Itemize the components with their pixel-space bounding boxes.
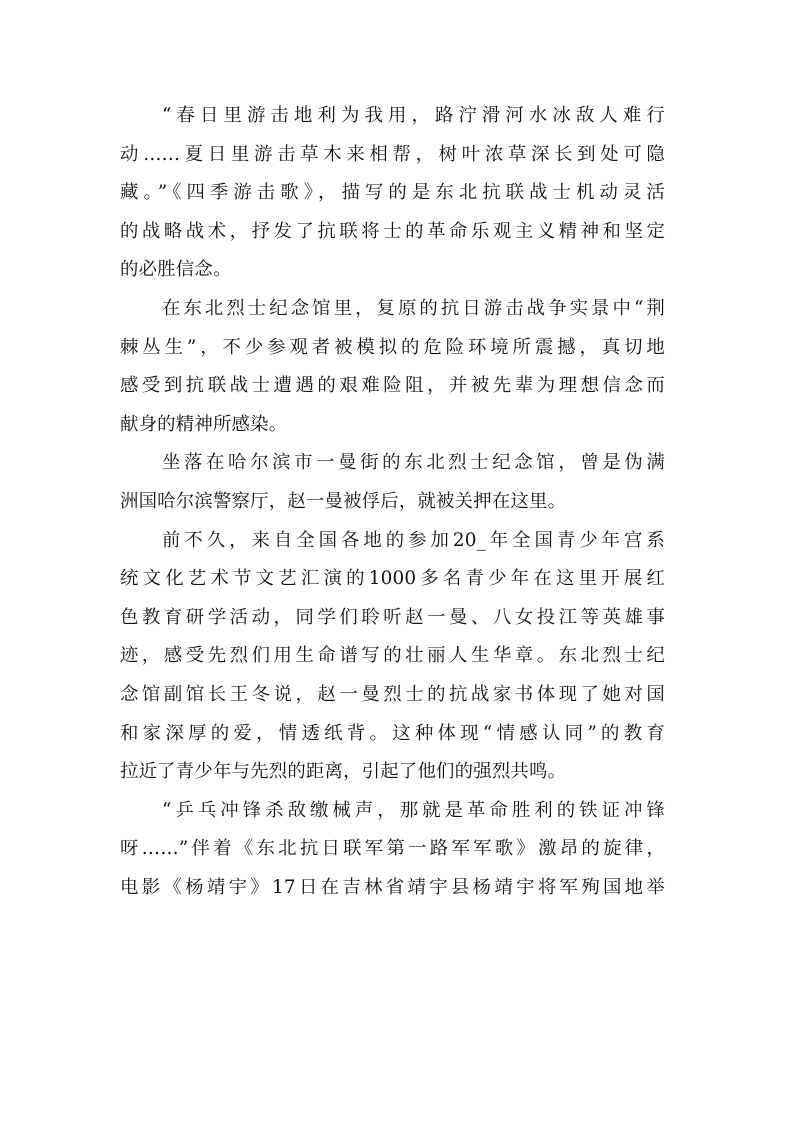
text-line: 献身的精神所感染。 — [120, 413, 288, 435]
text-line: 在东北烈士纪念馆里，复原的抗日游击战争实景中“荆 — [162, 297, 665, 319]
text-line: 念馆副馆长王冬说，赵一曼烈士的抗战家书体现了她对国 — [120, 683, 665, 705]
text-line: 感受到抗联战士遭遇的艰难险阻，并被先辈为理想信念而 — [120, 375, 665, 397]
text-line: 和家深厚的爱，情透纸背。这种体现“情感认同”的教育 — [120, 722, 665, 744]
text-line: 藏。”《四季游击歌》，描写的是东北抗联战士机动灵活 — [120, 182, 665, 204]
text-line: 的战略战术，抒发了抗联将士的革命乐观主义精神和坚定 — [120, 220, 665, 242]
text-line: 前不久，来自全国各地的参加20_年全国青少年宫系 — [162, 529, 665, 551]
text-line: 动……夏日里游击草木来相帮，树叶浓草深长到处可隐 — [120, 143, 665, 165]
text-line: 统文化艺术节文艺汇演的1000多名青少年在这里开展红 — [120, 568, 665, 590]
paragraph-4 — [120, 522, 665, 792]
text-line: 的必胜信念。 — [120, 259, 232, 281]
text-line: “春日里游击地利为我用，路泞滑河水冰敌人难行 — [162, 105, 665, 126]
paragraph-1 — [120, 97, 665, 290]
text-line: 坐落在哈尔滨市一曼街的东北烈士纪念馆，曾是伪满 — [162, 452, 665, 474]
text-line: 电影《杨靖宇》17日在吉林省靖宇县杨靖宇将军殉国地举 — [120, 876, 665, 898]
document-body — [120, 97, 665, 907]
text-line: 呀……”伴着《东北抗日联军第一路军军歌》激昂的旋律， — [120, 838, 665, 860]
text-line: 拉近了青少年与先烈的距离，引起了他们的强烈共鸣。 — [120, 761, 567, 783]
paragraph-5 — [120, 792, 665, 908]
text-line: 洲国哈尔滨警察厅，赵一曼被俘后，就被关押在这里。 — [120, 490, 567, 512]
text-line: 色教育研学活动，同学们聆听赵一曼、八女投江等英雄事 — [120, 606, 665, 628]
text-line: 棘丛生”，不少参观者被模拟的危险环境所震撼，真切地 — [120, 336, 665, 358]
paragraph-2 — [120, 290, 665, 444]
paragraph-3 — [120, 444, 665, 521]
text-line: “乒乓冲锋杀敌缴械声，那就是革命胜利的铁证冲锋 — [162, 799, 665, 821]
text-line: 迹，感受先烈们用生命谱写的壮丽人生华章。东北烈士纪 — [120, 645, 665, 667]
